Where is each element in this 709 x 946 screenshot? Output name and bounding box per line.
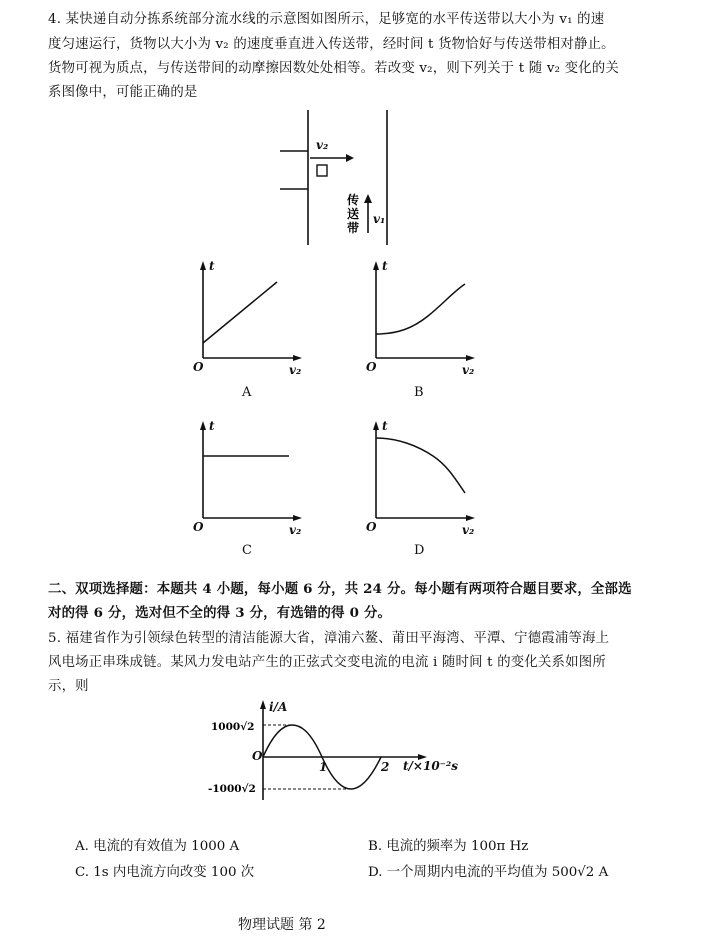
- graph-c: [185, 418, 310, 543]
- v1-label: v₁: [373, 212, 386, 226]
- conveyor-diagram: [270, 105, 400, 250]
- graph-c-origin: O: [193, 520, 204, 534]
- section-2-line-2: 对的得 6 分，选对但不全的得 3 分，有选错的得 0 分。: [48, 605, 392, 621]
- graph-c-x-label: v₂: [289, 523, 302, 537]
- graph-d-caption: D: [414, 543, 425, 558]
- q4-line-1: 4. 某快递自动分拣系统部分流水线的示意图如图所示，足够宽的水平传送带以大小为 v₁ 的速: [48, 12, 605, 27]
- q5-line-1: 5. 福建省作为引领绿色转型的清洁能源大省，漳浦六鳌、莆田平海湾、平潭、宁德霞浦等海上: [48, 631, 610, 646]
- q5-option-d: D. 一个周期内电流的平均值为 500√2 A: [368, 865, 609, 880]
- graph-b-caption: B: [414, 385, 424, 400]
- tick-2: 2: [381, 760, 390, 774]
- graph-b-y-label: t: [382, 259, 388, 273]
- graph-a-caption: A: [242, 385, 252, 400]
- section-2-line-1: 二、双项选择题：本题共 4 小题，每小题 6 分，共 24 分。每小题有两项符合题目要求，全部选: [48, 581, 632, 597]
- graph-d: [358, 418, 483, 543]
- graph-c-caption: C: [242, 543, 252, 558]
- current-origin: O: [252, 749, 263, 763]
- graph-c-y-label: t: [209, 419, 215, 433]
- graph-a-y-label: t: [209, 259, 215, 273]
- graph-b-x-label: v₂: [462, 363, 475, 377]
- tick-1: 1: [319, 760, 328, 774]
- q5-option-a: A. 电流的有效值为 1000 A: [75, 839, 240, 854]
- q4-line-4: 系图像中，可能正确的是: [48, 85, 198, 100]
- graph-d-y-label: t: [382, 419, 388, 433]
- belt-label-3: 带: [347, 221, 360, 235]
- peak-label: 1000√2: [211, 721, 255, 733]
- q5-option-b: B. 电流的频率为 100π Hz: [368, 839, 529, 854]
- trough-label: -1000√2: [208, 783, 256, 795]
- graph-d-x-label: v₂: [462, 523, 475, 537]
- graph-a-x-label: v₂: [289, 363, 302, 377]
- page-footer: 物理试题 第 2: [238, 917, 326, 933]
- belt-label-2: 送: [347, 207, 360, 221]
- q5-line-2: 风电场正串珠成链。某风力发电站产生的正弦式交变电流的电流 i 随时间 t 的变化关系如图所: [48, 655, 606, 670]
- q4-line-3: 货物可视为质点，与传送带间的动摩擦因数处处相等。若改变 v₂，则下列关于 t 随 v₂ 变化的关: [48, 61, 619, 76]
- graph-a-origin: O: [193, 360, 204, 374]
- q5-option-c: C. 1s 内电流方向改变 100 次: [75, 865, 255, 880]
- v2-label: v₂: [316, 138, 329, 152]
- graph-b-origin: O: [366, 360, 377, 374]
- graph-b: [358, 258, 483, 383]
- belt-label-1: 传: [347, 193, 360, 207]
- current-y-label: i/A: [269, 700, 288, 714]
- q4-line-2: 度匀速运行，货物以大小为 v₂ 的速度垂直进入传送带，经时间 t 货物恰好与传送带相对静止。: [48, 37, 615, 52]
- graph-a: [185, 258, 310, 383]
- graph-d-origin: O: [366, 520, 377, 534]
- current-x-label: t/×10⁻²s: [403, 759, 459, 773]
- q5-line-3: 示，则: [48, 679, 89, 694]
- current-graph: [200, 695, 490, 805]
